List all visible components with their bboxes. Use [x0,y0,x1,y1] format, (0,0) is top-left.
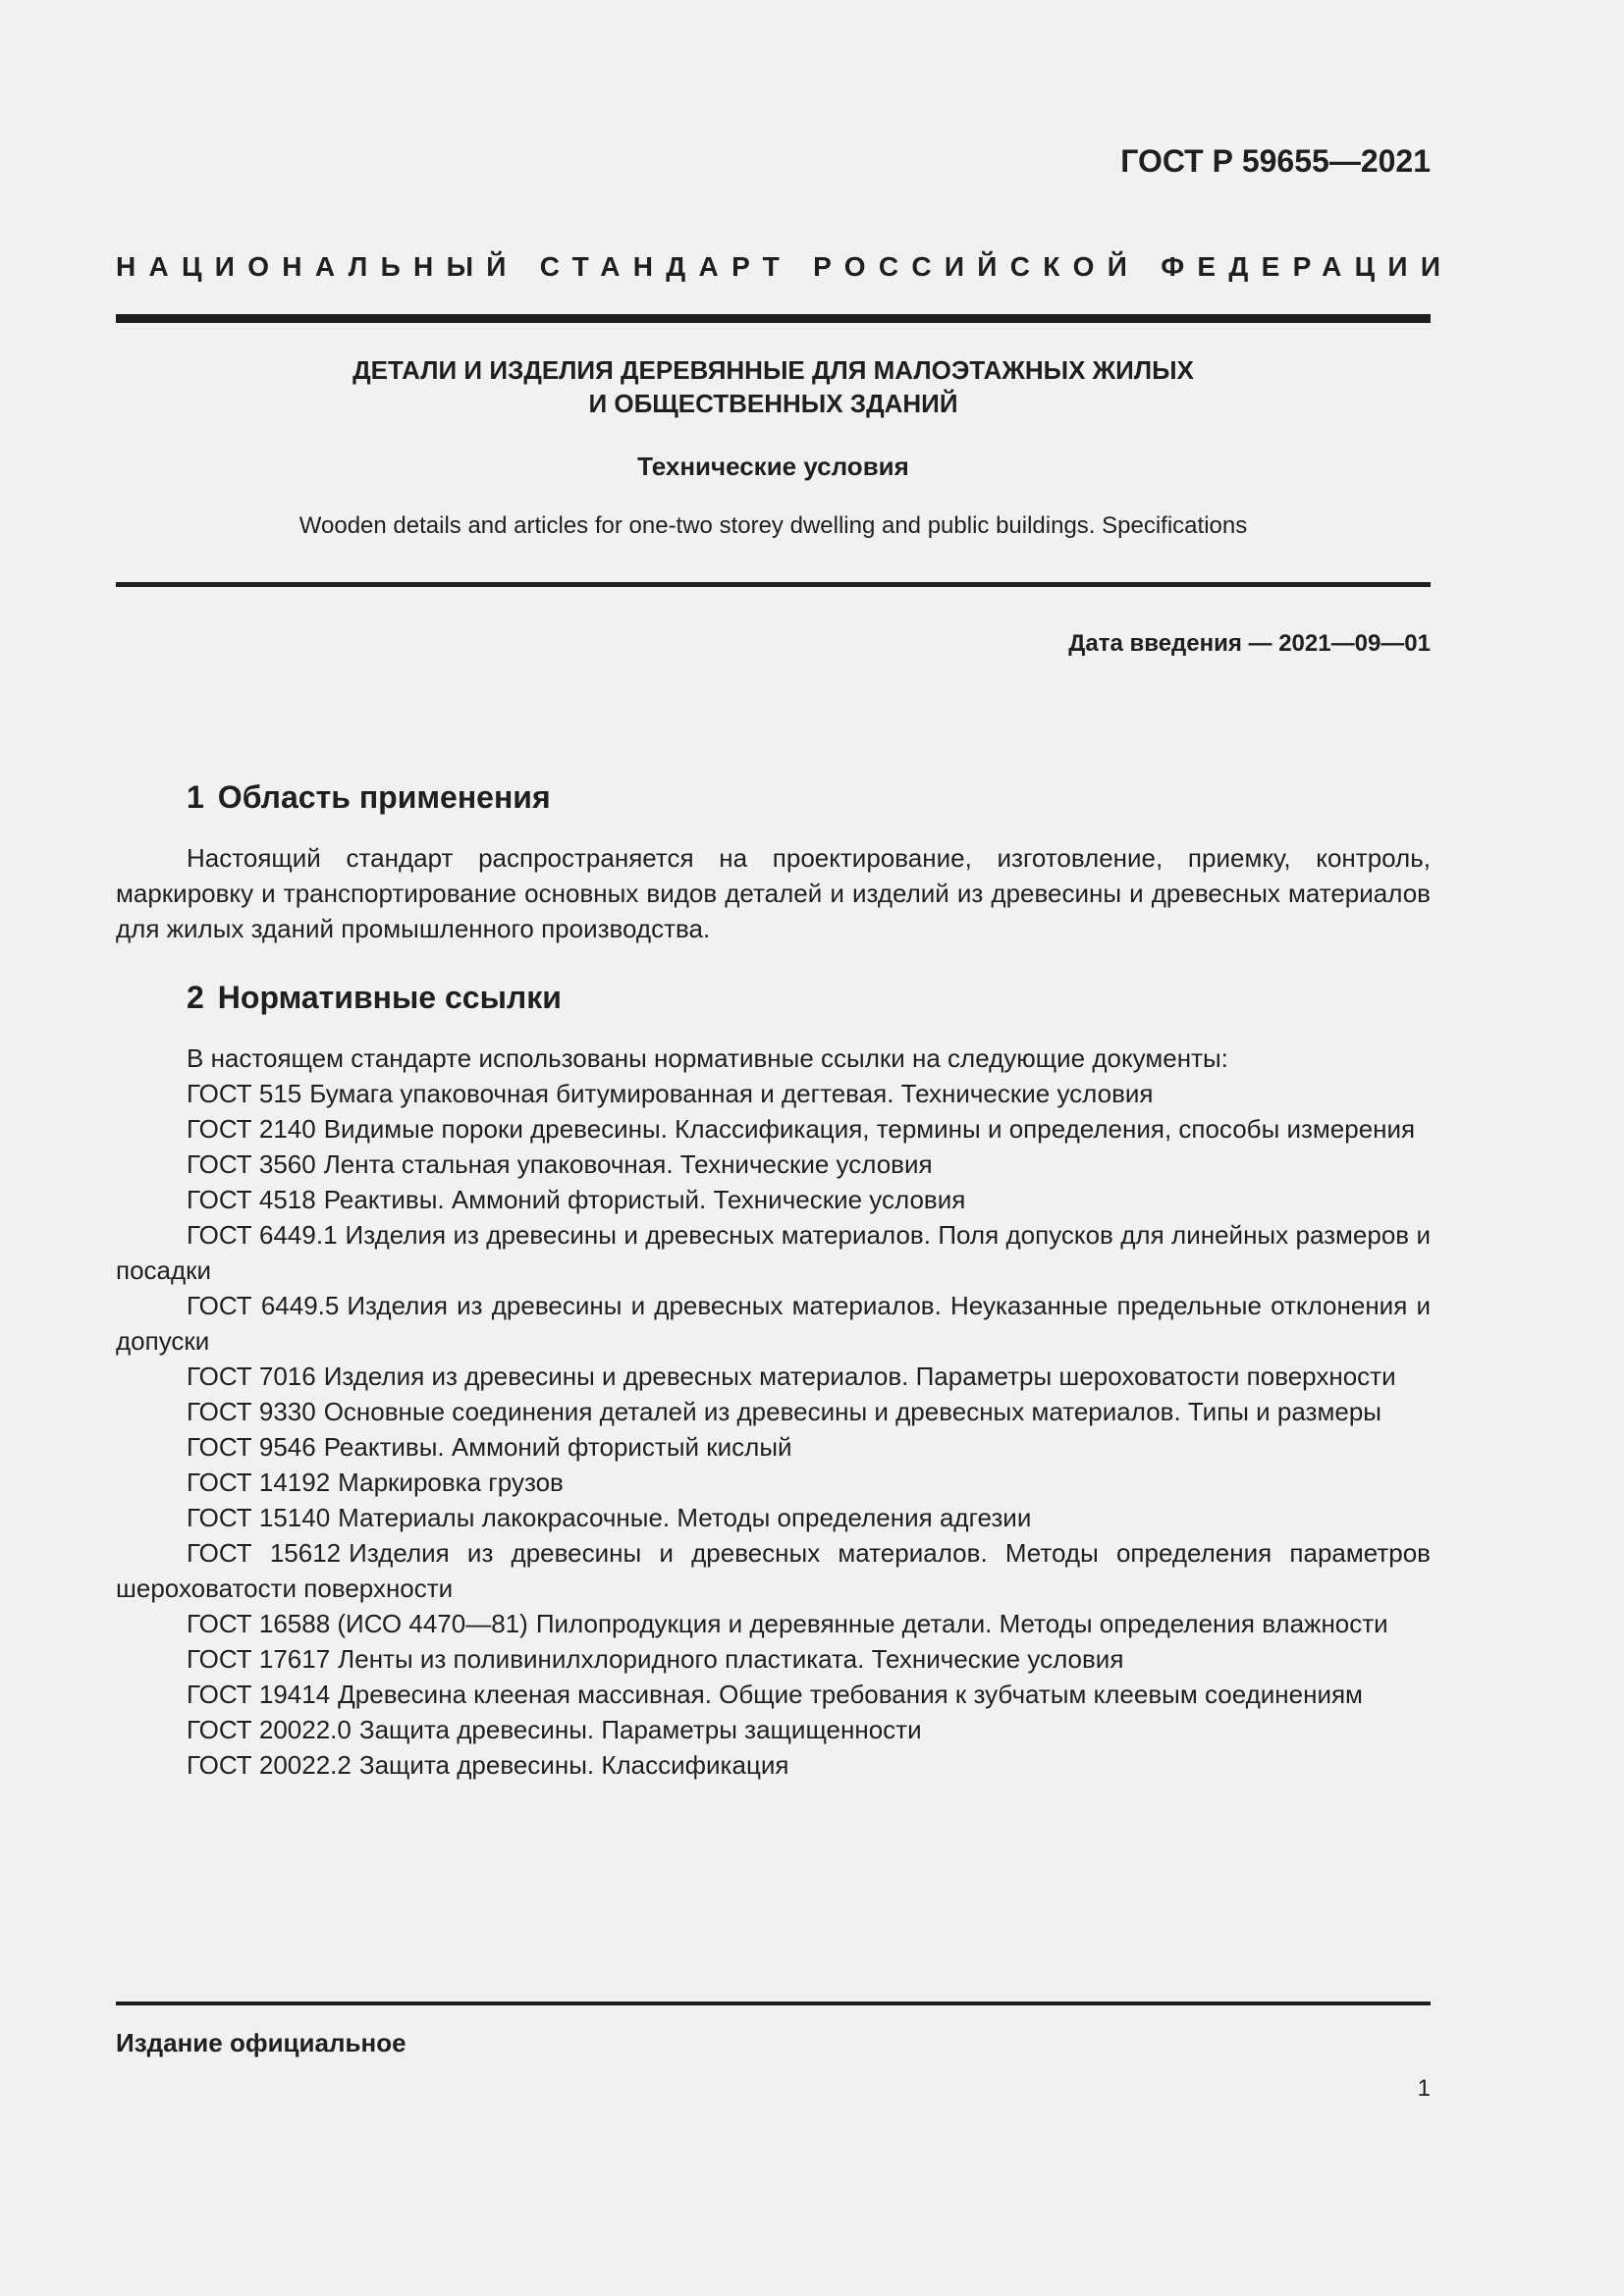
reference-code: ГОСТ 6449.1 [187,1220,338,1250]
section-2-title: Нормативные ссылки [217,980,562,1015]
reference-code: ГОСТ 515 [187,1079,302,1108]
reference-title: Защита древесины. Классификация [358,1750,789,1780]
reference-title: Видимые пороки древесины. Классификация, термины и определения, способы измерения [323,1114,1416,1144]
section-1-title: Область применения [217,779,551,815]
normative-references-list [116,1076,1431,1783]
reference-code: ГОСТ 9546 [187,1432,316,1462]
gost-identifier: ГОСТ Р 59655—2021 [1120,143,1431,179]
reference-title: Реактивы. Аммоний фтористый. Технические условия [323,1185,966,1214]
reference-title: Бумага упаковочная битумированная и дегтевая. Технические условия [309,1079,1154,1108]
reference-item [116,1359,1431,1394]
document-page [116,0,1454,2296]
reference-item [116,1747,1431,1783]
section-1-text: Настоящий стандарт распространяется на проектирование, изготовление, приемку, контроль, маркировку и транспортирование основных видов деталей и изделий из древесины и древесных материалов для жилых зданий промышленного производства. [116,843,1431,943]
reference-code: ГОСТ 2140 [187,1114,316,1144]
section-1-number: 1 [187,779,204,815]
english-title: Wooden details and articles for one-two storey dwelling and public buildings. Specifications [298,512,1248,539]
reference-item [116,1606,1431,1641]
title-line-1: ДЕТАЛИ И ИЗДЕЛИЯ ДЕРЕВЯННЫЕ ДЛЯ МАЛОЭТАЖНЫХ ЖИЛЫХ [352,355,1194,385]
top-divider [116,314,1431,323]
reference-title: Изделия из древесины и древесных материалов. Поля допусков для линейных размеров и посадки [116,1220,1431,1285]
reference-title: Защита древесины. Параметры защищенности [358,1715,922,1744]
reference-code: ГОСТ 16588 (ИСО 4470—81) [187,1609,528,1638]
reference-item [116,1535,1431,1606]
reference-code: ГОСТ 4518 [187,1185,316,1214]
reference-title: Изделия из древесины и древесных материалов. Методы определения параметров шероховатости поверхности [116,1538,1431,1603]
reference-title: Изделия из древесины и древесных материалов. Параметры шероховатости поверхности [323,1362,1396,1391]
reference-item [116,1641,1431,1677]
reference-code: ГОСТ 20022.0 [187,1715,352,1744]
reference-item [116,1465,1431,1500]
footer-divider [116,2002,1431,2005]
reference-item [116,1500,1431,1535]
edition-label: Издание официальное [116,2028,406,2057]
reference-code: ГОСТ 20022.2 [187,1750,352,1780]
reference-title: Материалы лакокрасочные. Методы определения адгезии [338,1503,1032,1532]
reference-item [116,1217,1431,1288]
reference-item [116,1394,1431,1429]
reference-item [116,1429,1431,1465]
reference-item [116,1076,1431,1111]
section-2-intro: В настоящем стандарте использованы нормативные ссылки на следующие документы: [187,1043,1228,1073]
section-2-heading [187,976,1431,1019]
reference-item [116,1677,1431,1712]
reference-item [116,1147,1431,1182]
title-line-2: И ОБЩЕСТВЕННЫХ ЗДАНИЙ [588,389,958,418]
reference-code: ГОСТ 15140 [187,1503,331,1532]
reference-item [116,1288,1431,1359]
reference-code: ГОСТ 19414 [187,1680,331,1709]
document-title [116,353,1431,420]
national-standard-banner: НАЦИОНАЛЬНЫЙ СТАНДАРТ РОССИЙСКОЙ ФЕДЕРАЦИИ [116,251,1454,282]
reference-item [116,1712,1431,1747]
reference-title: Изделия из древесины и древесных материалов. Неуказанные предельные отклонения и допуски [116,1291,1431,1356]
document-body [116,775,1431,1783]
reference-title: Лента стальная упаковочная. Технические условия [323,1149,933,1179]
document-subtitle: Технические условия [637,452,909,481]
introduction-date: Дата введения — 2021—09—01 [1068,630,1431,657]
reference-title: Реактивы. Аммоний фтористый кислый [323,1432,792,1462]
reference-title: Пилопродукция и деревянные детали. Методы определения влажности [535,1609,1388,1638]
reference-title: Основные соединения деталей из древесины и древесных материалов. Типы и размеры [323,1397,1381,1426]
reference-title: Ленты из поливинилхлоридного пластиката. Технические условия [338,1644,1124,1674]
reference-item [116,1182,1431,1217]
page-number: 1 [1417,2075,1431,2102]
reference-item [116,1111,1431,1147]
reference-code: ГОСТ 14192 [187,1468,331,1497]
title-divider [116,582,1431,587]
reference-title: Маркировка грузов [338,1468,564,1497]
reference-code: ГОСТ 9330 [187,1397,316,1426]
reference-code: ГОСТ 6449.5 [187,1291,340,1320]
reference-title: Древесина клееная массивная. Общие требования к зубчатым клеевым соединениям [338,1680,1363,1709]
section-1-heading [187,775,1431,819]
reference-code: ГОСТ 7016 [187,1362,316,1391]
reference-code: ГОСТ 17617 [187,1644,331,1674]
section-2-number: 2 [187,980,204,1015]
reference-code: ГОСТ 15612 [187,1538,342,1568]
reference-code: ГОСТ 3560 [187,1149,316,1179]
